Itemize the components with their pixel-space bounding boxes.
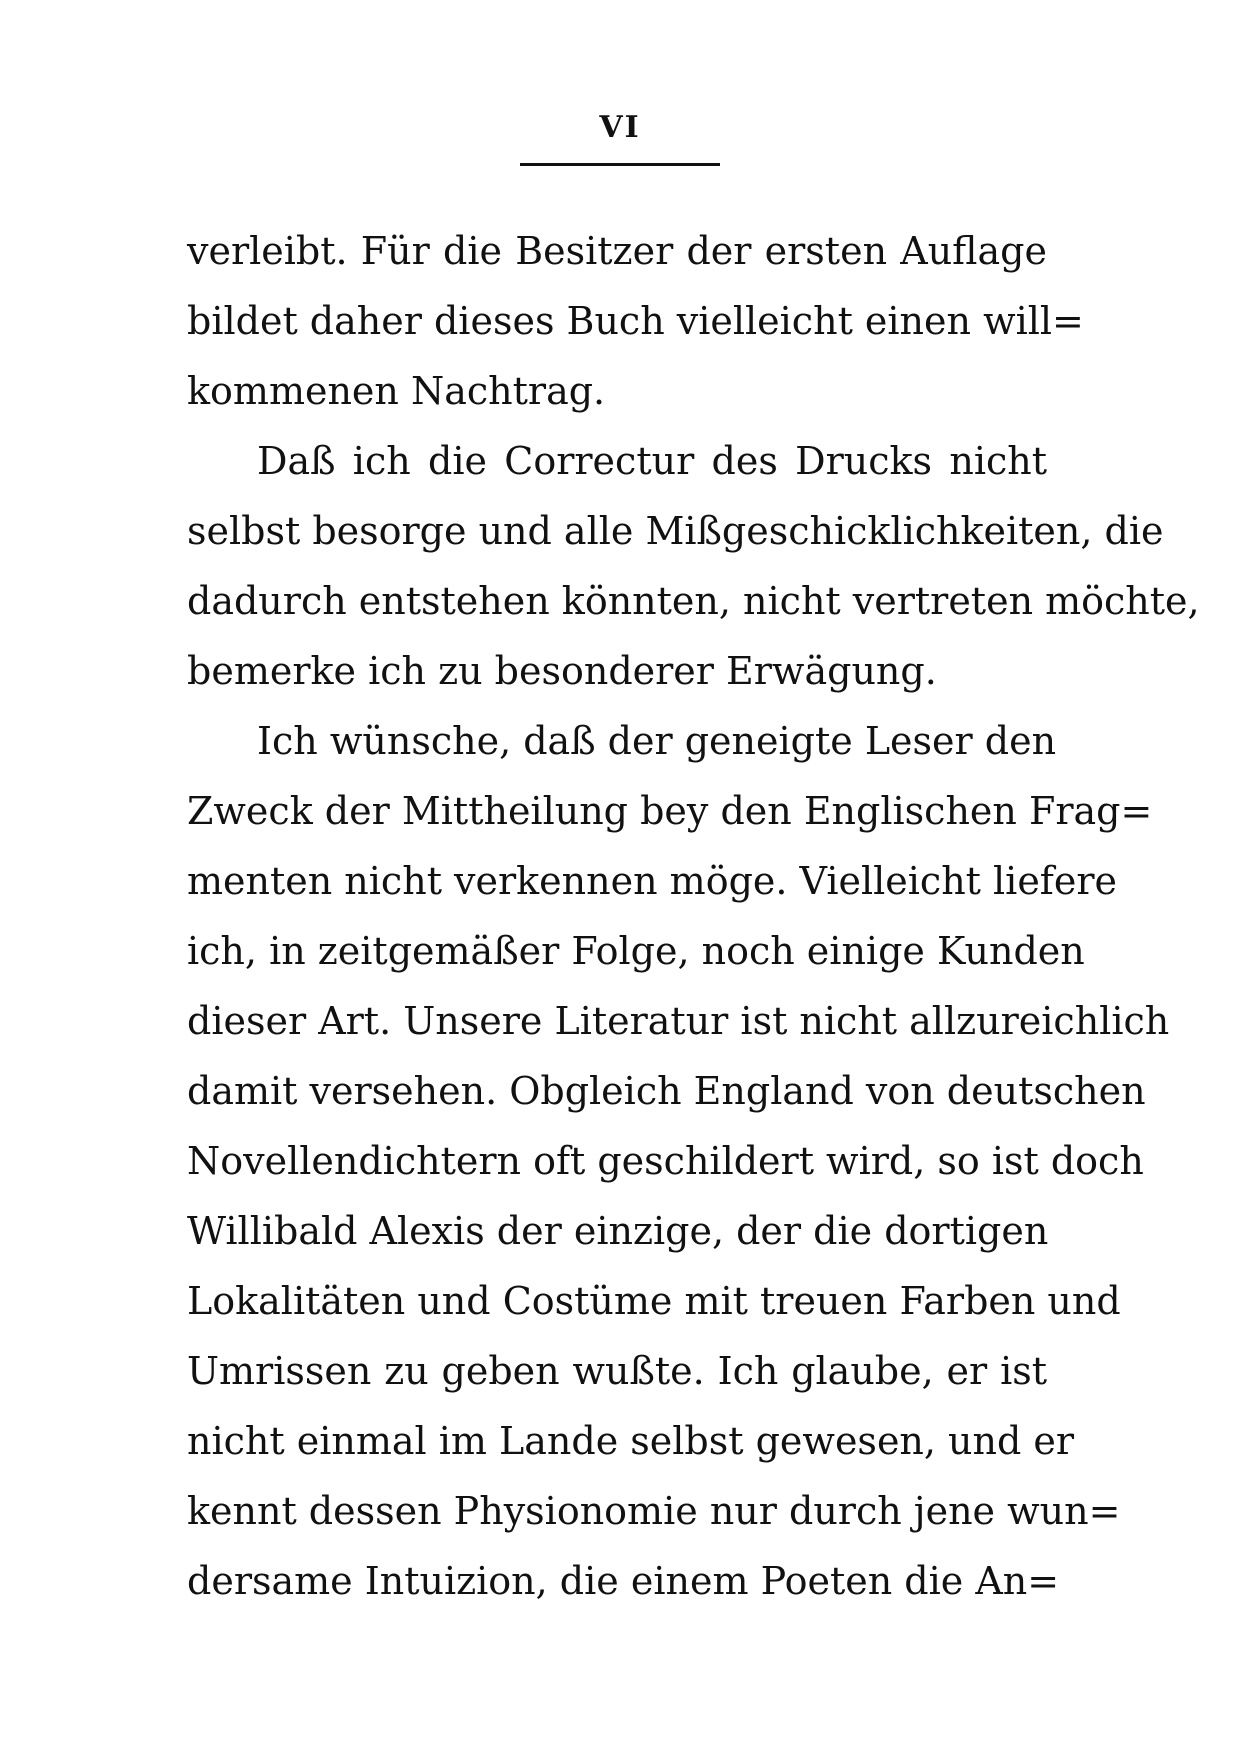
text-line: kennt dessen Physionomie nur durch jene wun= [187, 1489, 1121, 1533]
text-line: dieser Art. Unsere Literatur ist nicht allzureichlich [187, 999, 1170, 1043]
text-line: Daß ich die Correctur des Drucks nicht [257, 439, 1047, 483]
text-line: kommenen Nachtrag. [187, 369, 606, 413]
text-line: Zweck der Mittheilung bey den Englischen Frag= [187, 789, 1153, 833]
text-line: bildet daher dieses Buch vielleicht einen will= [187, 299, 1084, 343]
text-line: Lokalitäten und Costüme mit treuen Farben und [187, 1279, 1121, 1323]
text-line: selbst besorge und alle Mißgeschicklichkeiten, die [187, 509, 1164, 553]
text-line: ich, in zeitgemäßer Folge, noch einige Kunden [187, 929, 1085, 973]
text-line: dadurch entstehen könnten, nicht vertreten möchte, [187, 579, 1200, 623]
text-line: bemerke ich zu besonderer Erwägung. [187, 649, 937, 693]
page-number: VI [599, 110, 641, 145]
text-line: Umrissen zu geben wußte. Ich glaube, er ist [187, 1349, 1047, 1393]
text-line: damit versehen. Obgleich England von deutschen [187, 1069, 1146, 1113]
page-header-rule [520, 163, 720, 166]
body-text [187, 216, 1200, 1616]
text-line: Novellendichtern oft geschildert wird, so ist doch [187, 1139, 1144, 1183]
text-line: Willibald Alexis der einzige, der die dortigen [187, 1209, 1049, 1253]
text-line: nicht einmal im Lande selbst gewesen, und er [187, 1419, 1075, 1463]
text-line: menten nicht verkennen möge. Vielleicht liefere [187, 859, 1118, 903]
text-line: verleibt. Für die Besitzer der ersten Auflage [187, 229, 1047, 273]
text-line: dersame Intuizion, die einem Poeten die An= [187, 1559, 1060, 1603]
text-line: Ich wünsche, daß der geneigte Leser den [257, 719, 1057, 763]
